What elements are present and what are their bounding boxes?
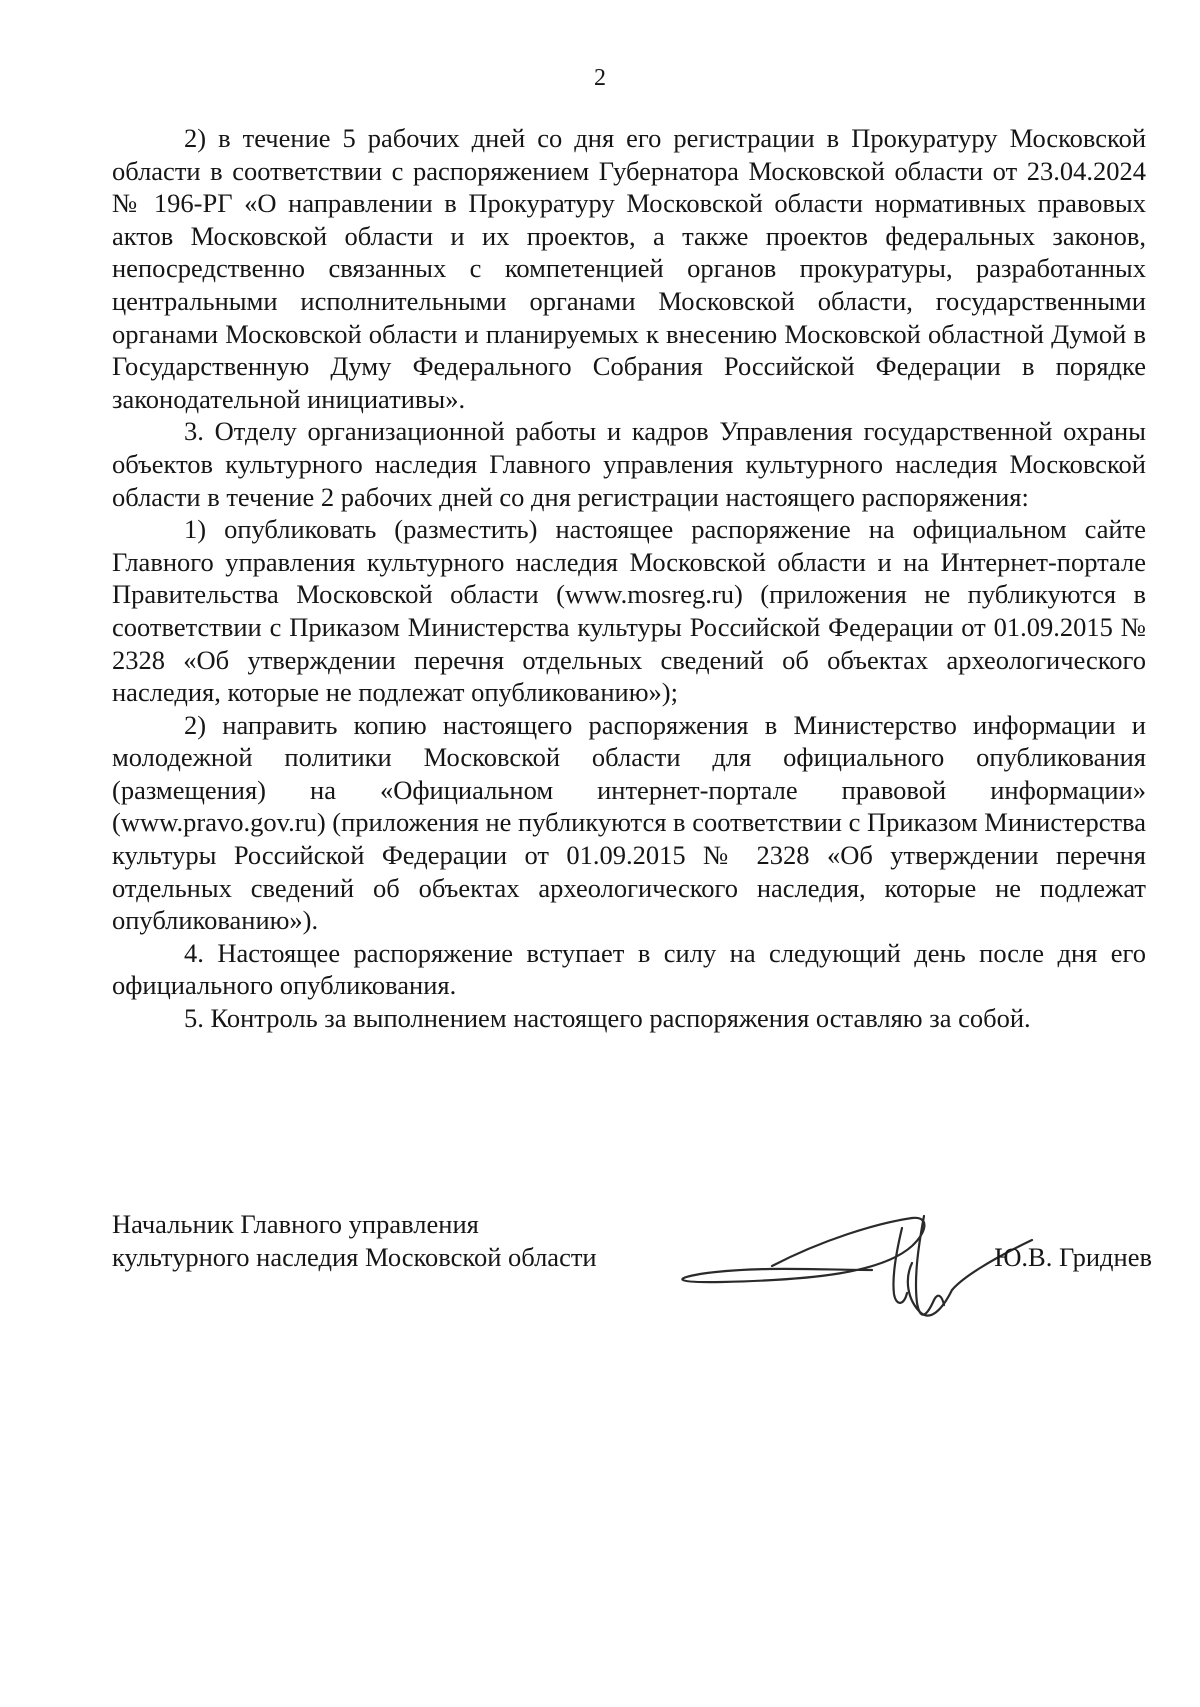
signer-title-line-1: Начальник Главного управления — [112, 1209, 479, 1239]
page-number: 2 — [594, 65, 606, 91]
paragraph-3-2-send-copy: 2) направить копию настоящего распоряжения в Министерство информации и молодежной политики Московской области для официального опубликования (размещения) на «Официальном интернет-портале правовой информации» (www.pravo.gov.ru) (приложения не публикуются в соответствии с Приказом Министерства культуры Российской Федерации от 01.09.2015 № 2328 «Об утверждении перечня отдельных сведений об объектах археологического наследия, которые не подлежат опубликованию»). — [112, 709, 1146, 936]
signer-title-line-2: культурного наследия Московской области — [112, 1241, 597, 1272]
signer-title — [112, 1208, 597, 1273]
handwritten-signature — [612, 1208, 1052, 1338]
paragraph-2-prosecutor: 2) в течение 5 рабочих дней со дня его регистрации в Прокуратуру Московской области в соответствии с распоряжением Губернатора Московской области от 23.04.2024 № 196-РГ «О направлении в Прокуратуру Московской области нормативных правовых актов Московской области и их проектов, а также проектов федеральных законов, непосредственно связанных с компетенцией органов прокуратуры, разработанных центральными исполнительными органами Московской области, государственными органами Московской области и планируемых к внесению Московской областной Думой в Государственную Думу Федерального Собрания Российской Федерации в порядке законодательной инициативы». — [112, 123, 1146, 414]
paragraph-4-effective: 4. Настоящее распоряжение вступает в силу на следующий день после дня его официального опубликования. — [112, 937, 1146, 1001]
paragraph-5-control: 5. Контроль за выполнением настоящего распоряжения оставляю за собой. — [184, 1003, 1031, 1034]
paragraph-3-department: 3. Отделу организационной работы и кадров Управления государственной охраны объектов культурного наследия Главного управления культурного наследия Московской области в течение 2 рабочих дней со дня регистрации настоящего распоряжения: — [112, 416, 1146, 512]
document-body — [112, 122, 1146, 1035]
signature-block — [112, 1208, 1152, 1338]
signer-name: Ю.В. Гриднев — [994, 1242, 1152, 1272]
paragraph-3-1-publish: 1) опубликовать (разместить) настоящее распоряжение на официальном сайте Главного управления культурного наследия Московской области и на Интернет-портале Правительства Московской области (www.mosreg.ru) (приложения не публикуются в соответствии с Приказом Министерства культуры Российской Федерации от 01.09.2015 № 2328 «Об утверждении перечня отдельных сведений об объектах археологического наследия, которые не подлежат опубликованию»); — [112, 514, 1146, 708]
